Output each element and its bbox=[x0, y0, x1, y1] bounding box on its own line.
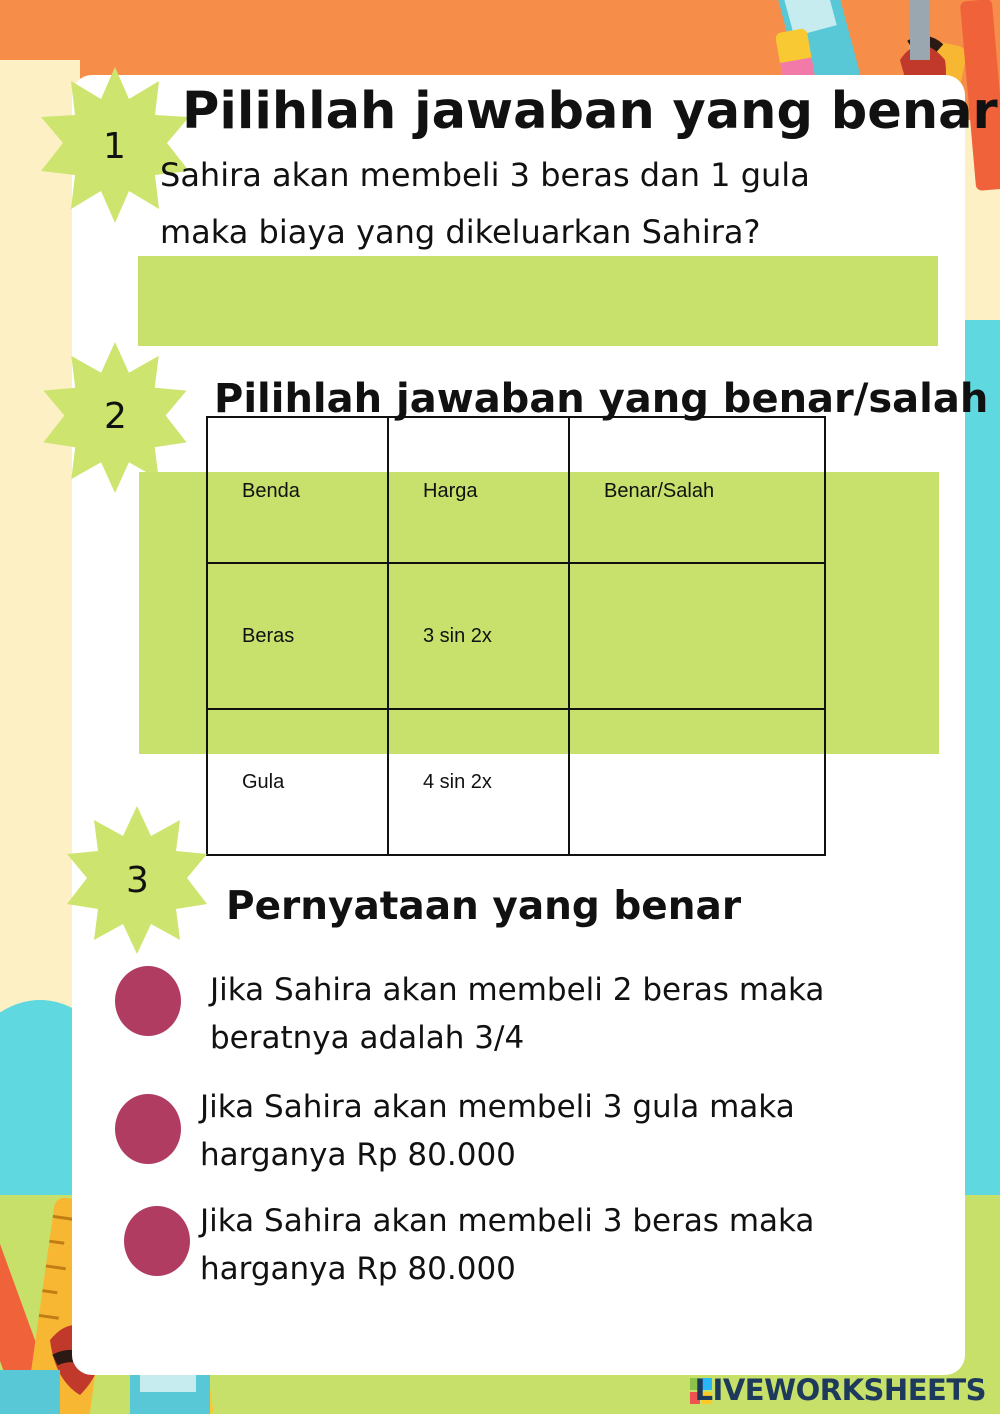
section1-question-line1: Sahira akan membeli 3 beras dan 1 gula bbox=[160, 156, 810, 194]
option-2-line2: harganya Rp 80.000 bbox=[200, 1137, 516, 1173]
option-2-line1: Jika Sahira akan membeli 3 gula maka bbox=[200, 1089, 795, 1125]
option-text-1 bbox=[210, 966, 824, 1062]
header-benda: Benda bbox=[207, 417, 388, 563]
cell-benar-salah-input[interactable] bbox=[569, 709, 825, 855]
option-text-3 bbox=[200, 1197, 814, 1293]
option-radio-2[interactable] bbox=[115, 1094, 181, 1164]
option-1-line1: Jika Sahira akan membeli 2 beras maka bbox=[210, 972, 825, 1008]
section-number-2: 2 bbox=[104, 396, 127, 437]
section2-title: Pilihlah jawaban yang benar/salah bbox=[214, 376, 989, 422]
table-header-row bbox=[207, 417, 825, 563]
option-text-2 bbox=[200, 1083, 795, 1179]
table-row bbox=[207, 563, 825, 709]
option-3-line1: Jika Sahira akan membeli 3 beras maka bbox=[200, 1203, 815, 1239]
cell-harga: 3 sin 2x bbox=[388, 563, 569, 709]
section1-title: Pilihlah jawaban yang benar bbox=[182, 82, 998, 141]
header-harga: Harga bbox=[388, 417, 569, 563]
header-benar-salah: Benar/Salah bbox=[569, 417, 825, 563]
section3-title: Pernyataan yang benar bbox=[226, 884, 742, 929]
section-number-1: 1 bbox=[103, 126, 126, 167]
cell-benda: Gula bbox=[207, 709, 388, 855]
brand-wordmark[interactable]: LIVEWORKSHEETS bbox=[694, 1373, 986, 1407]
table-row bbox=[207, 709, 825, 855]
answer-input-box[interactable] bbox=[138, 256, 938, 346]
section1-question-line2: maka biaya yang dikeluarkan Sahira? bbox=[160, 213, 761, 251]
option-radio-1[interactable] bbox=[115, 966, 181, 1036]
section-number-3: 3 bbox=[126, 860, 149, 901]
option-radio-3[interactable] bbox=[124, 1206, 190, 1276]
price-table bbox=[206, 416, 826, 856]
cell-benar-salah-input[interactable] bbox=[569, 563, 825, 709]
cell-harga: 4 sin 2x bbox=[388, 709, 569, 855]
cell-benda: Beras bbox=[207, 563, 388, 709]
option-1-line2: beratnya adalah 3/4 bbox=[210, 1020, 525, 1056]
option-3-line2: harganya Rp 80.000 bbox=[200, 1251, 516, 1287]
